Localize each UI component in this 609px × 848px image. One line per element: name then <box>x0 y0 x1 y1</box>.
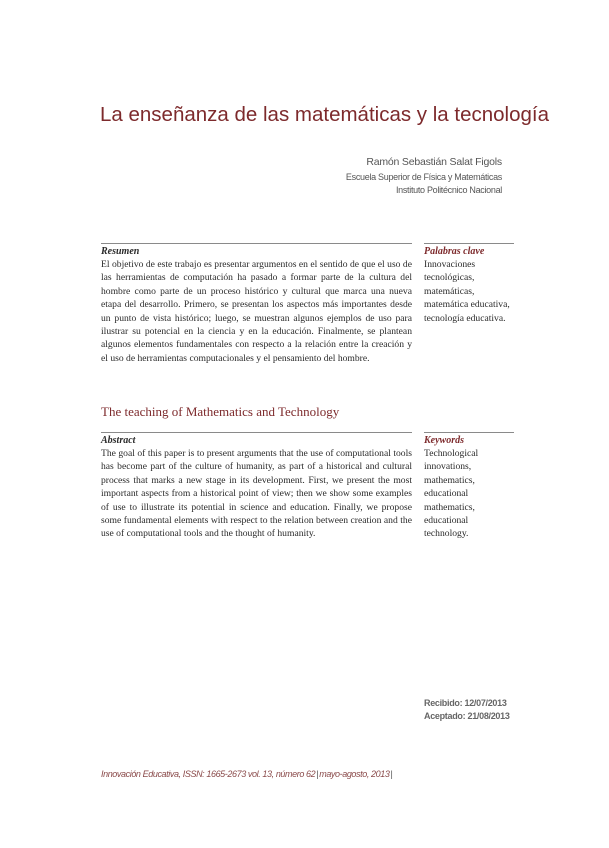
author-affiliation-institute: Instituto Politécnico Nacional <box>395 185 502 195</box>
footer-divider: | <box>316 769 319 779</box>
author-affiliation-school: Escuela Superior de Física y Matemáticas <box>345 172 502 182</box>
author-block <box>346 155 502 197</box>
palabras-clave-heading: Palabras clave <box>424 243 514 258</box>
dates-block <box>424 697 510 723</box>
received-date: Recibido: 12/07/2013 <box>424 698 507 708</box>
resumen-heading: Resumen <box>101 243 412 258</box>
paper-title: La enseñanza de las matemáticas y la tecnología <box>100 103 549 126</box>
author-name: Ramón Sebastián Salat Figols <box>366 156 502 168</box>
keywords-heading: Keywords <box>424 432 514 447</box>
footer-divider-end: | <box>390 769 393 779</box>
palabras-clave-section <box>424 243 514 325</box>
keywords-text: Technological innovations, mathematics, educational mathematics, educational technology. <box>424 448 479 540</box>
accepted-date: Aceptado: 21/08/2013 <box>424 711 510 721</box>
resumen-text: El objetivo de este trabajo es presentar argumentos en el sentido de que el uso de las herramientas de computación ha pasado a formar parte de la cultura del hombre como parte de un proceso histórico y cultural que marca una nueva etapa del desarrollo. Primero, se presentan los aspectos más importantes desde un punto de vista histórico; luego, se muestran algunos ejemplos de uso para ilustrar su potencial en la ciencia y en la educación. Finalmente, se plantean algunos elementos fundamentales con respecto a la relación entre la creación y el uso de herramientas computacionales y el pensamiento del hombre. <box>101 259 412 364</box>
palabras-clave-text: Innovaciones tecnológicas, matemáticas, matemática educativa, tecnología educativa. <box>424 259 510 324</box>
journal-footer <box>101 769 393 779</box>
resumen-section <box>101 243 412 365</box>
abstract-section <box>101 432 412 541</box>
abstract-text: The goal of this paper is to present arguments that the use of computational tools has become part of the culture of humanity, as part of a historical and cultural process that marks a new stage in its development. First, we present the most important aspects from a historical point of view; then we show some examples of use to illustrate its potential in science and education. Finally, we propose some fundamental elements with respect to the relation between creation and the use of computational tools and the thought of humanity. <box>101 448 412 540</box>
abstract-heading: Abstract <box>101 432 412 447</box>
keywords-section <box>424 432 514 541</box>
footer-period: mayo-agosto, 2013 <box>319 769 390 779</box>
footer-journal: Innovación Educativa, ISSN: 1665-2673 vol. 13, número 62 <box>101 769 316 779</box>
english-title: The teaching of Mathematics and Technology <box>101 404 340 419</box>
